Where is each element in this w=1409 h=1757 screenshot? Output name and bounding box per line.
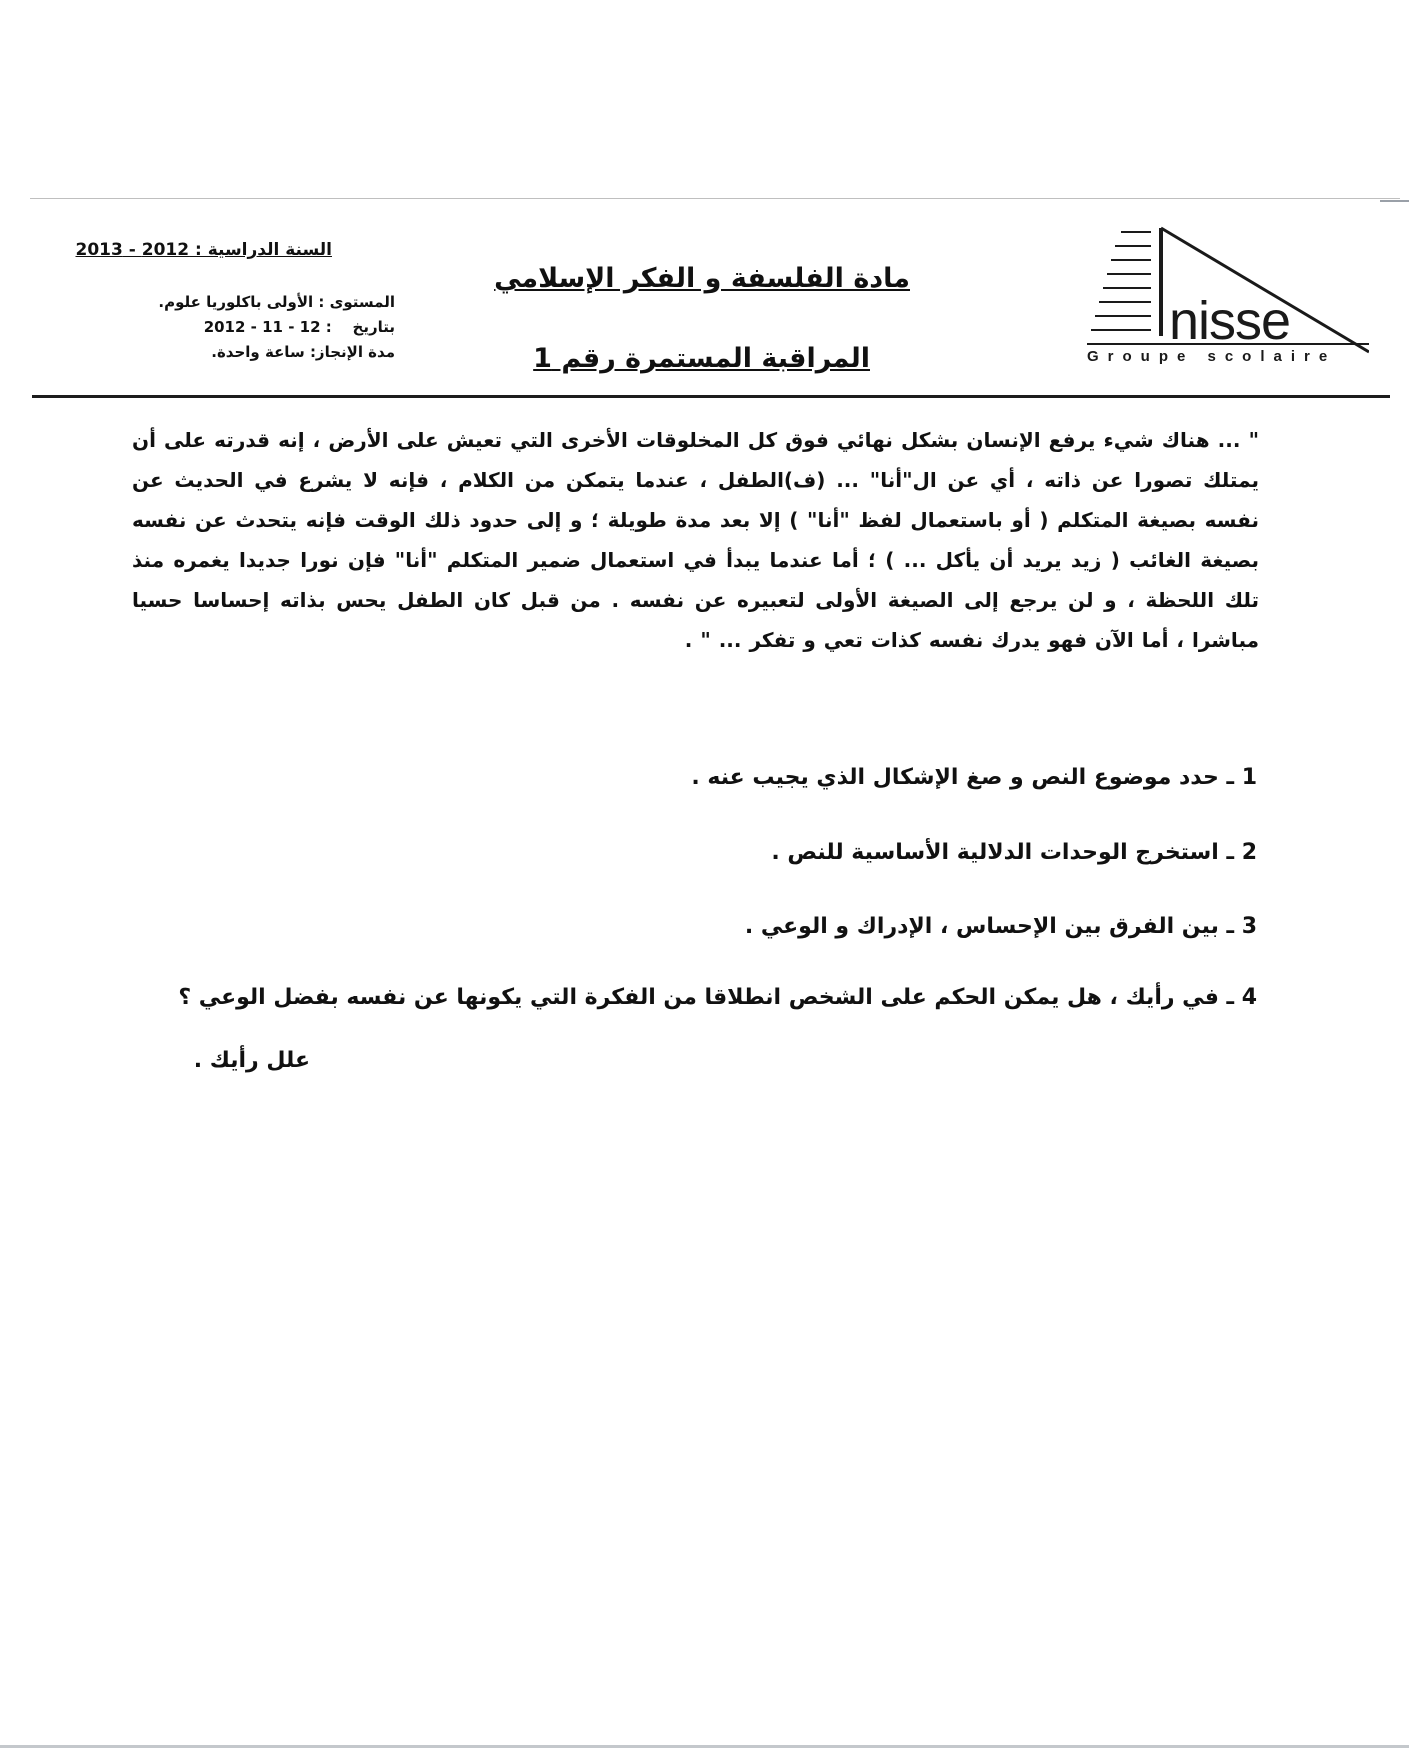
text-passage: " ... هناك شيء يرفع الإنسان بشكل نهائي فوق كل المخلوقات الأخرى التي تعيش على الأرض ، إنه قدرته على أن يمتلك تصورا عن ذاته ، أي عن ال"أنا" ... (ف)الطفل ، عندما يتمكن من الكلام ، فإنه لا يشرع في الحديث عن نفسه بصيغة المتكلم ( أو باستعمال لفظ "أنا" ) إلا بعد مدة طويلة ؛ و إلى حدود ذلك الوقت فإنه يتحدث عن نفسه بصيغة الغائب ( زيد يريد أن يأكل ... ) ؛ أما عندما يبدأ في استعمال ضمير المتكلم "أنا" فإن نورا جديدا يغمره منذ تلك اللحظة ، و لن يرجع إلى الصيغة الأولى لتعبيره عن نفسه . من قبل كان الطفل يحس بذاته إحساسا حسيا مباشرا ، أما الآن فهو يدرك نفسه كذات تعي و تفكر ... " .: [132, 428, 1259, 652]
question-3: 3 ـ بين الفرق بين الإحساس ، الإدراك و الوعي .: [744, 914, 1257, 939]
duration-label: مدة الإنجاز:: [309, 343, 395, 361]
date-label: بتاريخ: [352, 318, 395, 336]
duration-value: ساعة واحدة.: [211, 343, 305, 361]
question-4-justify: علل رأيك .: [193, 1048, 310, 1073]
question-2: 2 ـ استخرج الوحدات الدلالية الأساسية للنص .: [771, 840, 1257, 865]
duration-row: [150, 343, 395, 361]
scan-top-line-edge: [1380, 200, 1409, 202]
exam-title: المراقبة المستمرة رقم 1: [533, 343, 870, 374]
scan-top-line: [30, 198, 1400, 199]
header-divider: [32, 395, 1390, 398]
scan-bottom-line: [0, 1745, 1409, 1748]
logo-wordmark: nisse: [1169, 291, 1291, 351]
question-1: 1 ـ حدد موضوع النص و صغ الإشكال الذي يجيب عنه .: [691, 765, 1257, 790]
date-value: : 12 - 11 - 2012: [203, 318, 332, 336]
school-logo: [1087, 220, 1369, 370]
school-year: السنة الدراسية : 2012 - 2013: [75, 240, 332, 260]
level-label: المستوى: [329, 293, 395, 311]
question-4: 4 ـ في رأيك ، هل يمكن الحكم على الشخص انطلاقا من الفكرة التي يكونها عن نفسه بفضل الوعي ؟: [178, 985, 1257, 1010]
logo-subtitle: Groupe scolaire: [1087, 348, 1337, 365]
date-row: [150, 318, 395, 336]
level-row: [150, 293, 395, 311]
subject-title: مادة الفلسفة و الفكر الإسلامي: [494, 263, 910, 294]
level-value: : الأولى باكلوريا علوم.: [158, 293, 325, 311]
